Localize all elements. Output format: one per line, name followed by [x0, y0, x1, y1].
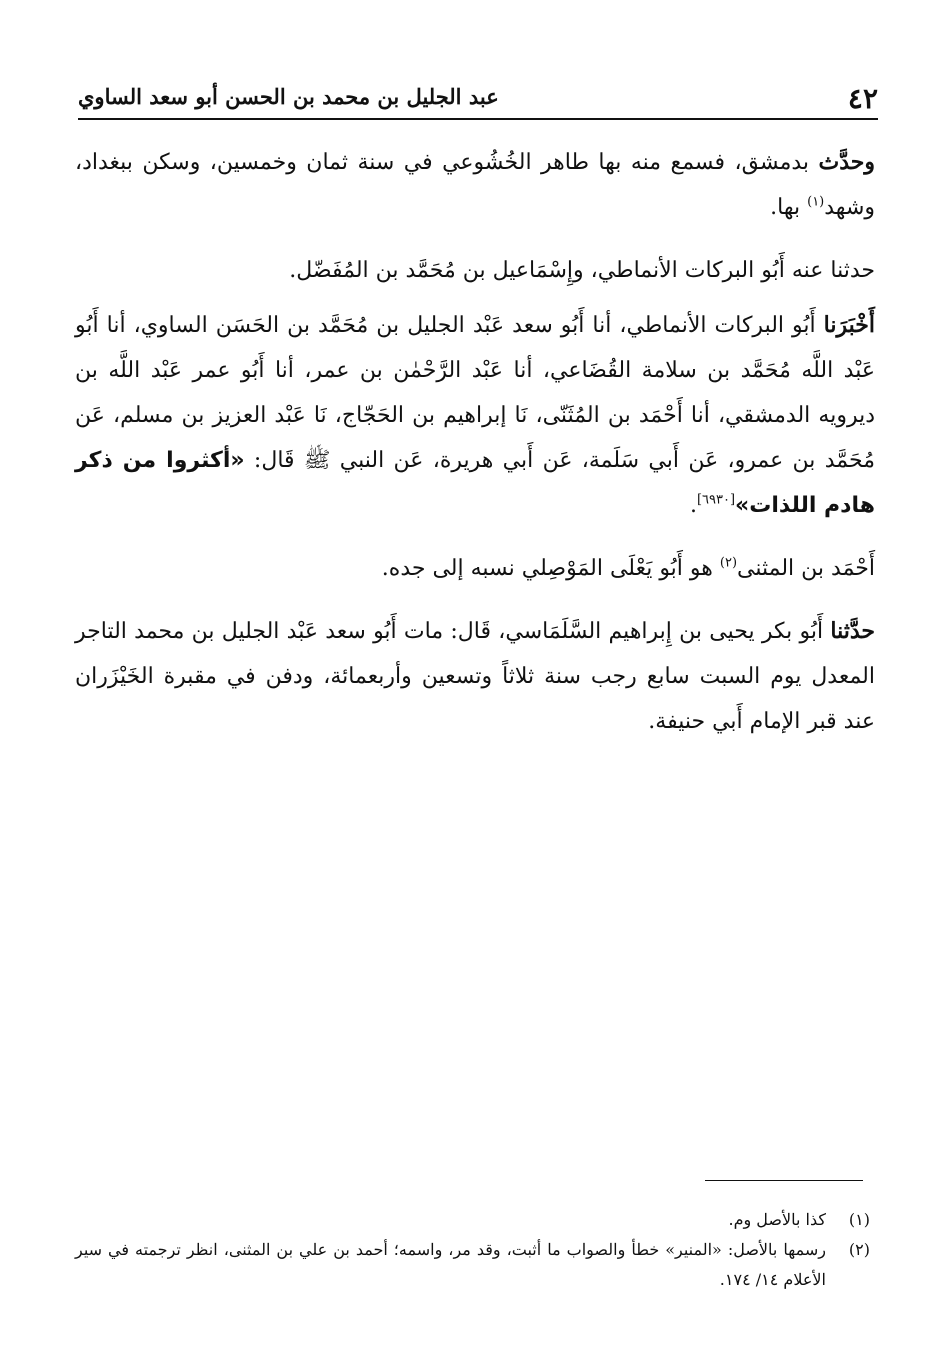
- footnote-text: كذا بالأصل وم.: [728, 1210, 826, 1229]
- running-head: [78, 68, 878, 124]
- paragraph-text: أَحْمَد بن المثنى: [737, 556, 875, 581]
- paragraph-text: أَبُو بكر يحيى بن إِبراهيم السَّلَمَاسي، قَال: مات أَبُو سعد عَبْد الجليل بن محمد التاجر المعدل يوم السبت سابع رجب سنة ثلاثاً وتسعين وأربعمائة، ودفن في مقبرة الخَيْزَران عند قبر الإمام أَبي حنيفة.: [75, 619, 875, 734]
- footnote-reference: (١): [807, 194, 825, 210]
- main-text: [75, 140, 875, 762]
- paragraph-lead-word: وحدَّث: [818, 149, 875, 175]
- paragraph-5: [75, 609, 875, 744]
- paragraph-2: [75, 248, 875, 293]
- footnote-number: (١): [848, 1210, 870, 1229]
- paragraph-tail: بها.: [770, 195, 808, 220]
- paragraph-text: حدثنا عنه أَبُو البركات الأنماطي، وإِسْمَاعيل بن مُحَمَّد بن المُفَضّل.: [289, 258, 875, 283]
- paragraph-lead-word: أَخْبَرَنا: [823, 312, 875, 338]
- footnote-number: (٢): [848, 1240, 870, 1259]
- header-rule: [78, 118, 878, 120]
- page-number: ٤٢: [847, 82, 878, 115]
- footnote-2: [75, 1235, 870, 1295]
- paragraph-1: [75, 140, 875, 230]
- paragraph-lead-word: حدَّثنا: [830, 618, 875, 644]
- hadith-number: [٦٩٣٠]: [696, 492, 736, 508]
- isnad-text: أَبُو البركات الأنماطي، أنا أَبُو سعد عَبْد الجليل بن مُحَمَّد بن الحَسَن الساوي، أنا أَبُو عَبْد اللَّه مُحَمَّد بن سلامة القُضَاعي، أنا عَبْد الرَّحْمٰن بن عمر، أنا أَبُو عمر عَبْد اللَّه بن ديرويه الدمشقي، أنا أَحْمَد بن المُثَنّى، نَا إبراهيم بن الحَجّاج، نَا عَبْد العزيز بن مسلم، عَن مُحَمَّد بن عمرو، عَن أَبي سَلَمة، عَن أَبي هريرة، عَن النبي ﷺ قَال:: [75, 313, 876, 473]
- footnote-1: [75, 1205, 870, 1235]
- footnote-text: رسمها بالأصل: «المنير» خطأ والصواب ما أثبت، وقد مر، واسمه؛ أحمد بن علي بن المثنى، انظر ترجمته في سير الأعلام ١٤/ ١٧٤.: [75, 1240, 827, 1289]
- paragraph-3: [75, 303, 875, 528]
- footnote-rule: [705, 1180, 863, 1181]
- paragraph-text: بدمشق، فسمع منه بها طاهر الخُشُوعي في سنة ثمان وخمسين، وسكن ببغداد، وشهد: [75, 150, 875, 220]
- paragraph-tail: .: [689, 493, 697, 518]
- footnote-reference: (٢): [719, 555, 738, 571]
- footnotes: [75, 1205, 870, 1295]
- paragraph-tail: هو أَبُو يَعْلَى المَوْصِلي نسبه إلى جده.: [381, 556, 720, 581]
- paragraph-4: [75, 546, 875, 591]
- running-head-title: عبد الجليل بن محمد بن الحسن أبو سعد الساوي: [78, 84, 499, 109]
- hadith-text: «أكثروا من ذكر هادم اللذات»: [75, 448, 875, 518]
